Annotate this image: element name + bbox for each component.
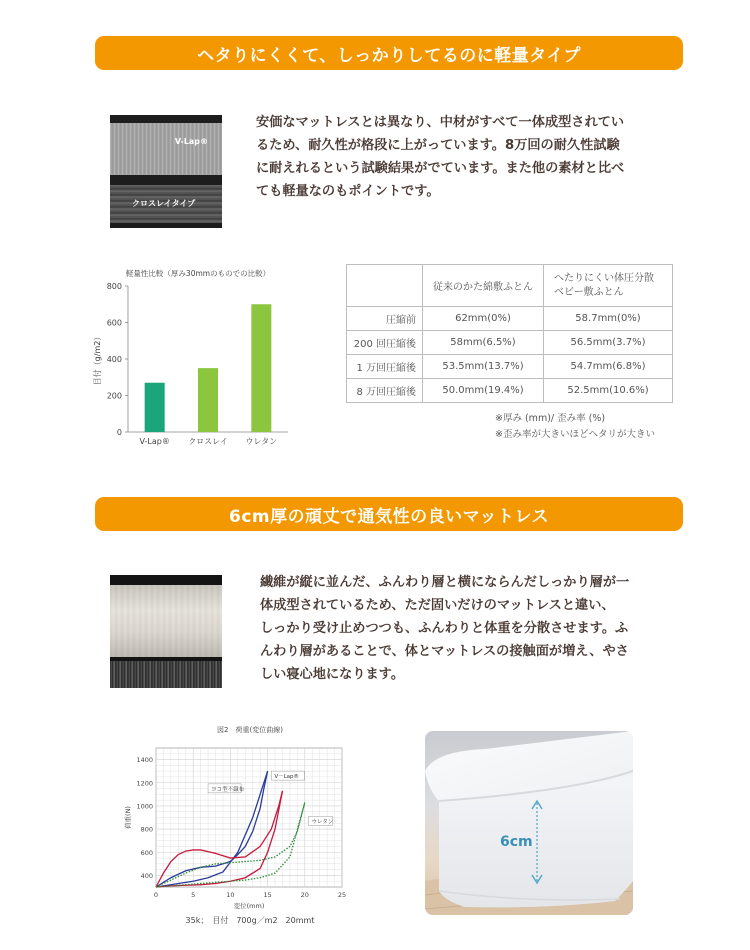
y-tick-label: 400 — [106, 355, 122, 364]
text-line: しっかり受け止めつつも、ふんわりと体重を分散させます。ふ — [260, 621, 629, 636]
table-cell: 58.7mm(0%) — [544, 307, 673, 331]
table-header-cell — [347, 265, 423, 307]
x-tick-label: 5 — [191, 891, 196, 899]
table-header-row — [347, 265, 673, 307]
x-tick-label: 15 — [263, 891, 272, 899]
text-line: るため、耐久性が格段に上がっています。8万回の耐久性試験 — [256, 138, 620, 153]
text-line: 体成型されているため、ただ固いだけのマットレスと違い、 — [260, 598, 615, 613]
table-header-line: ベビー敷ふとん — [554, 286, 624, 298]
text-line: しい寝心地になります。 — [260, 667, 405, 682]
chart-title: 軽量性比較（厚み30mmのものでの比較） — [125, 269, 271, 278]
table-cell: 圧縮前 — [347, 307, 423, 331]
bar — [145, 383, 165, 432]
section2-description — [260, 571, 690, 686]
text-line: 繊維が縦に並んだ、ふんわり層と横にならんだしっかり層が一 — [260, 575, 630, 590]
x-tick-label: 20 — [300, 891, 309, 899]
text-line: ても軽量なのもポイントです。 — [256, 184, 440, 199]
table-cell: 1 万回圧縮後 — [347, 355, 423, 379]
text-line: んわり層があることで、体とマットレスの接触面が増え、やさ — [260, 644, 629, 659]
section1-description — [256, 111, 686, 203]
table-row — [347, 379, 673, 403]
y-axis-label: 目付（g/m2） — [93, 332, 102, 386]
section2-banner: 6cm厚の頑丈で通気性の良いマットレス — [95, 497, 683, 531]
y-tick-label: 600 — [106, 318, 122, 328]
y-tick-label: 1200 — [136, 779, 153, 788]
series-label: ヨコ型不織布 — [211, 786, 245, 793]
x-axis-label: 変位(mm) — [233, 902, 265, 910]
photo-top-label: V-Lap® — [174, 137, 208, 146]
series-label: ウレタン — [311, 819, 334, 826]
x-tick-label: クロスレイ — [188, 437, 228, 446]
y-tick-label: 800 — [106, 282, 122, 291]
y-tick-label: 800 — [140, 825, 153, 834]
x-tick-label: ウレタン — [245, 437, 278, 446]
x-tick-label: V-Lap® — [139, 437, 170, 446]
y-tick-label: 1000 — [136, 802, 153, 811]
chart-title: 図2 荷重(変位曲線) — [217, 726, 283, 734]
table-cell: 58mm(6.5%) — [423, 331, 544, 355]
table-header-line: へたりにくい体圧分散 — [554, 272, 655, 284]
vlap-cross-section-photo — [110, 115, 222, 228]
compression-table — [346, 264, 673, 403]
table-note: ※歪み率が大きいほどヘタリが大きい — [495, 429, 655, 440]
text-line: 安価なマットレスとは異なり、中材がすべて一体成型されてい — [256, 115, 625, 130]
table-header-cell: 従来のかた綿敷ふとん — [423, 265, 544, 307]
table-cell: 56.5mm(3.7%) — [544, 331, 673, 355]
y-tick-label: 1400 — [136, 756, 153, 765]
weight-comparison-bar-chart — [88, 264, 298, 459]
y-tick-label: 200 — [106, 391, 122, 401]
mattress-foam-photo — [110, 575, 222, 688]
series-line — [156, 791, 282, 887]
table-note: ※厚み (mm)/ 歪み率 (%) — [495, 413, 606, 424]
table-cell: 8 万回圧縮後 — [347, 379, 423, 403]
series-label: V－Lap® — [274, 774, 300, 781]
x-tick-label: 10 — [226, 891, 235, 899]
chart-caption: 35k； 目付 700g／m2 20mmt — [185, 916, 315, 925]
y-axis-label: 荷重(N) — [124, 806, 132, 829]
table-row — [347, 331, 673, 355]
bar — [251, 304, 271, 432]
table-row — [347, 355, 673, 379]
table-cell: 52.5mm(10.6%) — [544, 379, 673, 403]
section1-banner: ヘタりにくくて、しっかりしてるのに軽量タイプ — [95, 36, 683, 70]
y-tick-label: 0 — [116, 428, 122, 437]
table-cell: 53.5mm(13.7%) — [423, 355, 544, 379]
table-cell: 54.7mm(6.8%) — [544, 355, 673, 379]
table-cell: 50.0mm(19.4%) — [423, 379, 544, 403]
table-cell: 200 回圧縮後 — [347, 331, 423, 355]
table-header-cell — [544, 265, 673, 307]
bar — [198, 368, 218, 432]
mattress-thickness-photo — [425, 731, 633, 915]
load-displacement-chart — [120, 720, 360, 930]
text-line: に耐えれるという試験結果がでています。また他の素材と比べ — [256, 161, 625, 176]
series-line — [156, 791, 282, 887]
x-tick-label: 0 — [153, 891, 159, 899]
table-row — [347, 307, 673, 331]
table-cell: 62mm(0%) — [423, 307, 544, 331]
x-tick-label: 25 — [337, 891, 347, 899]
thickness-label: 6cm — [500, 834, 533, 850]
photo-bottom-label: クロスレイタイプ — [132, 199, 196, 208]
table-notes — [495, 411, 655, 443]
y-tick-label: 600 — [140, 848, 153, 857]
y-tick-label: 400 — [140, 871, 153, 880]
